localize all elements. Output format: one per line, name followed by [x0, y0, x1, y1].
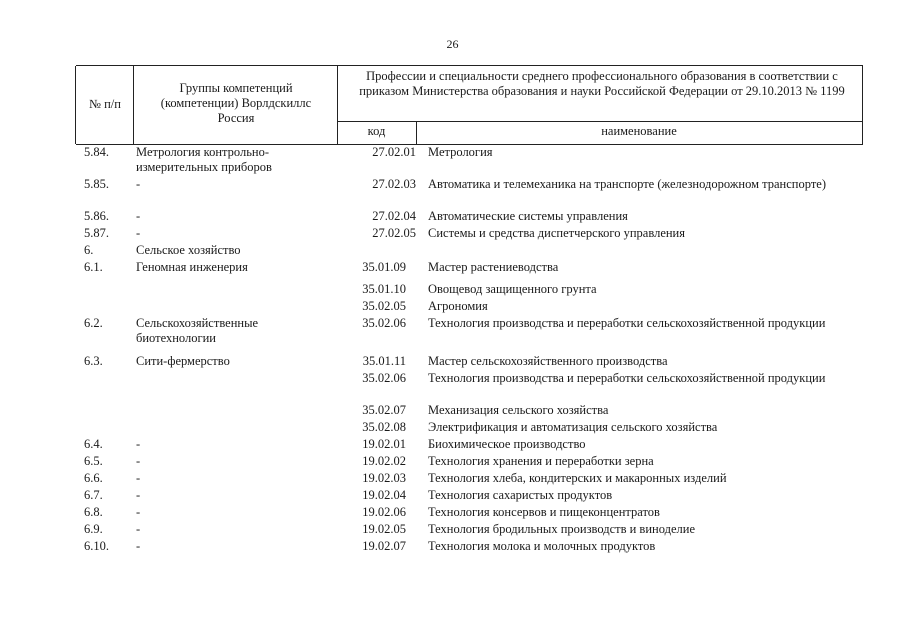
row-name: Механизация сельского хозяйства [428, 403, 609, 417]
row-name: Овощевод защищенного грунта [428, 282, 597, 296]
row-code: 27.02.01 [372, 145, 416, 159]
row-name: Технология молока и молочных продуктов [428, 539, 656, 553]
row-competence: - [136, 454, 141, 468]
row-name: Биохимическое производство [428, 437, 586, 451]
row-competence: - [136, 539, 141, 553]
row-number: 6.1. [84, 260, 103, 274]
row-competence: - [136, 437, 141, 451]
row-competence: Сельское хозяйство [136, 243, 241, 257]
table-row [0, 209, 905, 226]
row-competence: - [136, 209, 141, 223]
row-name: Технология консервов и пищеконцентратов [428, 505, 660, 519]
row-competence: Сельскохозяйственные биотехнологии [136, 316, 259, 345]
header-name: наименование [601, 124, 677, 138]
row-name: Системы и средства диспетчерского управления [428, 226, 685, 240]
table-row [0, 437, 905, 454]
header-num: № п/п [89, 97, 121, 111]
table-row [0, 471, 905, 488]
row-number: 6.9. [84, 522, 103, 536]
row-code: 19.02.04 [362, 488, 406, 502]
header-border-right [862, 66, 863, 144]
row-name: Автоматические системы управления [428, 209, 628, 223]
row-code: 19.02.06 [362, 505, 406, 519]
row-competence: Метрология контрольно-измерительных приборов [136, 145, 272, 174]
table-row [0, 539, 905, 556]
row-number: 6.8. [84, 505, 103, 519]
row-name: Технология производства и переработки сельскохозяйственной продукции [428, 371, 826, 385]
header-professions: Профессии и специальности среднего профессионального образования в соответствии с приказом Министерства образования и науки Российской Федерации от 29.10.2013 № 1199 [359, 69, 845, 98]
row-competence: - [136, 471, 141, 485]
table-row [0, 371, 905, 403]
row-name: Мастер растениеводства [428, 260, 559, 274]
row-number: 6.2. [84, 316, 103, 330]
row-code: 35.02.05 [362, 299, 406, 313]
row-code: 35.01.11 [362, 354, 406, 368]
row-name: Агрономия [428, 299, 488, 313]
table-row [0, 299, 905, 316]
table-row [0, 177, 905, 209]
table-row [0, 145, 905, 177]
row-number: 6.6. [84, 471, 103, 485]
row-code: 35.02.06 [362, 371, 406, 385]
row-competence: - [136, 177, 141, 191]
page-number: 26 [446, 37, 459, 51]
row-name: Электрификация и автоматизация сельского хозяйства [428, 420, 718, 434]
row-code: 19.02.03 [362, 471, 406, 485]
row-name: Метрология [428, 145, 493, 159]
row-competence: Геномная инженерия [136, 260, 248, 274]
row-number: 6.5. [84, 454, 103, 468]
header-competence: Группы компетенций (компетенции) Ворлдскиллс Россия [160, 81, 312, 125]
row-number: 6.10. [84, 539, 109, 553]
row-name: Технология хлеба, кондитерских и макаронных изделий [428, 471, 727, 485]
table-body [0, 145, 905, 556]
row-code: 19.02.01 [362, 437, 406, 451]
table-row [0, 403, 905, 420]
row-competence: - [136, 488, 141, 502]
row-number: 5.86. [84, 209, 109, 223]
row-number: 6.4. [84, 437, 103, 451]
row-name: Технология бродильных производств и виноделие [428, 522, 695, 536]
header-divider [337, 121, 862, 122]
table-row [0, 420, 905, 437]
row-code: 27.02.04 [372, 209, 416, 223]
table-row [0, 226, 905, 243]
row-code: 19.02.07 [362, 539, 406, 553]
row-name: Мастер сельскохозяйственного производства [428, 354, 668, 368]
table-row [0, 243, 905, 260]
table-row [0, 316, 905, 354]
header-border-left [75, 66, 76, 144]
row-competence: - [136, 226, 141, 240]
table-row [0, 522, 905, 539]
row-name: Автоматика и телемеханика на транспорте (железнодорожном транспорте) [428, 177, 826, 191]
row-name: Технология производства и переработки сельскохозяйственной продукции [428, 316, 826, 330]
row-number: 5.84. [84, 145, 109, 159]
row-competence: - [136, 522, 141, 536]
row-code: 27.02.03 [372, 177, 416, 191]
table-header [76, 65, 863, 145]
header-code: код [367, 124, 386, 138]
table-row [0, 260, 905, 282]
table-row [0, 282, 905, 299]
row-code: 27.02.05 [372, 226, 416, 240]
row-number: 5.87. [84, 226, 109, 240]
row-name: Технология сахаристых продуктов [428, 488, 613, 502]
row-code: 19.02.02 [362, 454, 406, 468]
row-code: 35.02.08 [362, 420, 406, 434]
row-number: 5.85. [84, 177, 109, 191]
table-row [0, 354, 905, 371]
row-code: 35.02.06 [362, 316, 406, 330]
table-row [0, 505, 905, 522]
row-name: Технология хранения и переработки зерна [428, 454, 654, 468]
row-code: 35.02.07 [362, 403, 406, 417]
row-code: 19.02.05 [362, 522, 406, 536]
row-code: 35.01.10 [362, 282, 406, 296]
row-code: 35.01.09 [362, 260, 406, 274]
header-divider [133, 66, 134, 144]
row-number: 6.7. [84, 488, 103, 502]
row-number: 6. [84, 243, 94, 257]
table-row [0, 488, 905, 505]
row-competence: - [136, 505, 141, 519]
row-competence: Сити-фермерство [136, 354, 230, 368]
table-row [0, 454, 905, 471]
row-number: 6.3. [84, 354, 103, 368]
